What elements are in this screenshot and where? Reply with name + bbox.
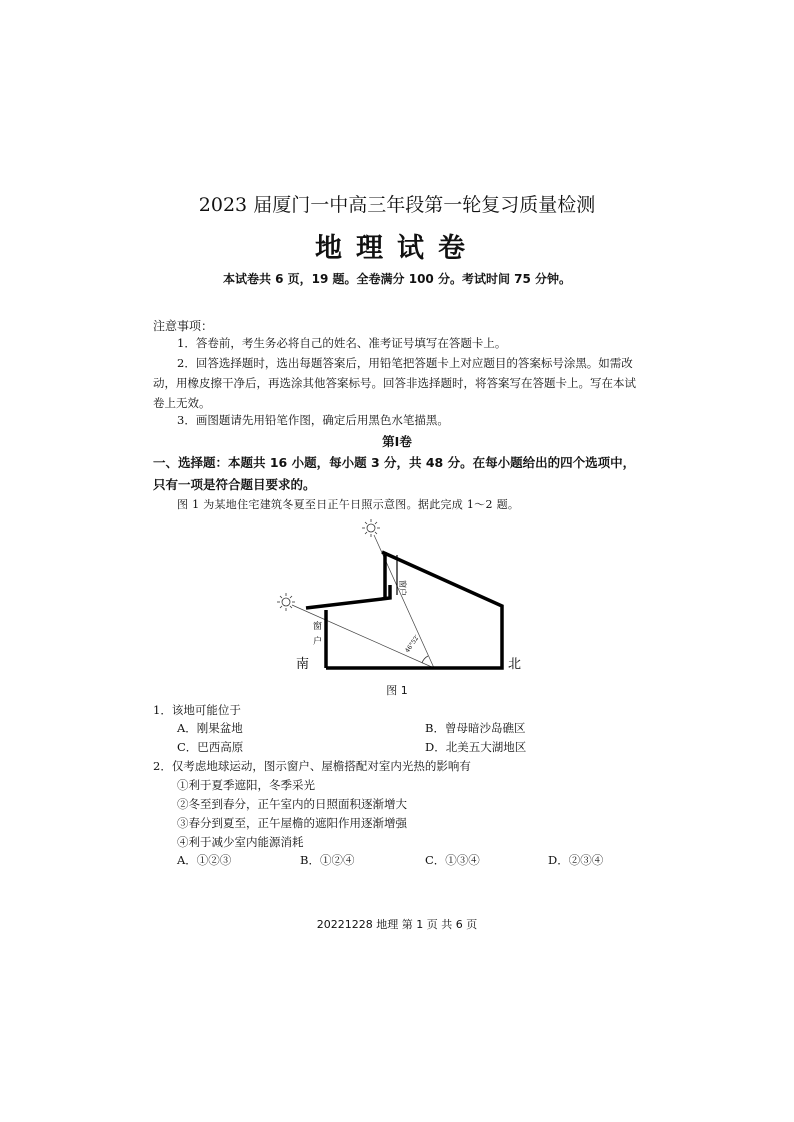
window-lower-label-2: 户: [313, 637, 323, 647]
notes-heading: 注意事项：: [153, 319, 214, 333]
volume-heading: 第Ⅰ卷: [382, 434, 412, 449]
q2-option-d: D．②③④: [548, 853, 604, 867]
q2-option-a: A．①②③: [177, 853, 232, 867]
q1-stem: 1．该地可能位于: [153, 703, 241, 717]
q2-statement-2: ②冬至到春分，正午室内的日照面积逐渐增大: [177, 797, 407, 811]
figure-1-diagram: [270, 515, 530, 680]
q2-statement-4: ④利于减少室内能源消耗: [177, 835, 304, 849]
window-upper-label: 窗户: [398, 580, 407, 596]
subject-title: 地理试卷: [315, 233, 479, 264]
note-item-2: 2．回答选择题时，选出每题答案后，用铅笔把答题卡上对应题目的答案标号涂黑。如需改动，用橡皮擦干净后，再选涂其他答案标号。回答非选择题时，将答案写在答题卡上。写在本试卷上无效。: [153, 356, 636, 410]
south-label: 南: [296, 657, 310, 672]
q2-statement-3: ③春分到夏至，正午屋檐的遮阳作用逐渐增强: [177, 816, 407, 830]
q1-option-b: B．曾母暗沙岛礁区: [425, 721, 526, 735]
note-item-3: 3．画图题请先用铅笔作图，确定后用黑色水笔描黑。: [177, 413, 449, 427]
section-heading: 一、选择题：本题共 16 小题，每小题 3 分，共 48 分。在每小题给出的四个选项中，只有一项是符合题目要求的。: [153, 455, 636, 492]
exam-info: 本试卷共 6 页，19 题。全卷满分 100 分。考试时间 75 分钟。: [222, 272, 572, 286]
sun-icon-upper: [362, 519, 380, 537]
q2-option-c: C．①③④: [425, 853, 480, 867]
q2-statement-1: ①利于夏季遮阳，冬季采光: [177, 778, 315, 792]
question-intro: 图 1 为某地住宅建筑冬夏至日正午日照示意图。据此完成 1～2 题。: [177, 498, 520, 511]
angle-label: 46°52′: [403, 634, 421, 655]
page-footer: 20221228 地理 第 1 页 共 6 页: [316, 918, 478, 931]
q1-option-c: C．巴西高原: [177, 740, 244, 754]
north-label: 北: [508, 657, 522, 672]
q1-option-a: A．刚果盆地: [177, 721, 243, 735]
window-lower-label-1: 窗: [313, 622, 323, 632]
summer-sun-ray: [374, 535, 434, 668]
sun-icon-lower: [277, 593, 295, 611]
note-item-1: 1．答卷前，考生务必将自己的姓名、准考证号填写在答题卡上。: [177, 336, 507, 350]
angle-arc: [422, 656, 428, 663]
figure-caption: 图 1: [386, 684, 408, 697]
q2-stem: 2．仅考虑地球运动，图示窗户、屋檐搭配对室内光热的影响有: [153, 759, 471, 773]
exam-title: 2023 届厦门一中高三年段第一轮复习质量检测: [198, 194, 596, 216]
q2-option-b: B．①②④: [300, 853, 355, 867]
q1-option-d: D．北美五大湖地区: [425, 740, 527, 754]
